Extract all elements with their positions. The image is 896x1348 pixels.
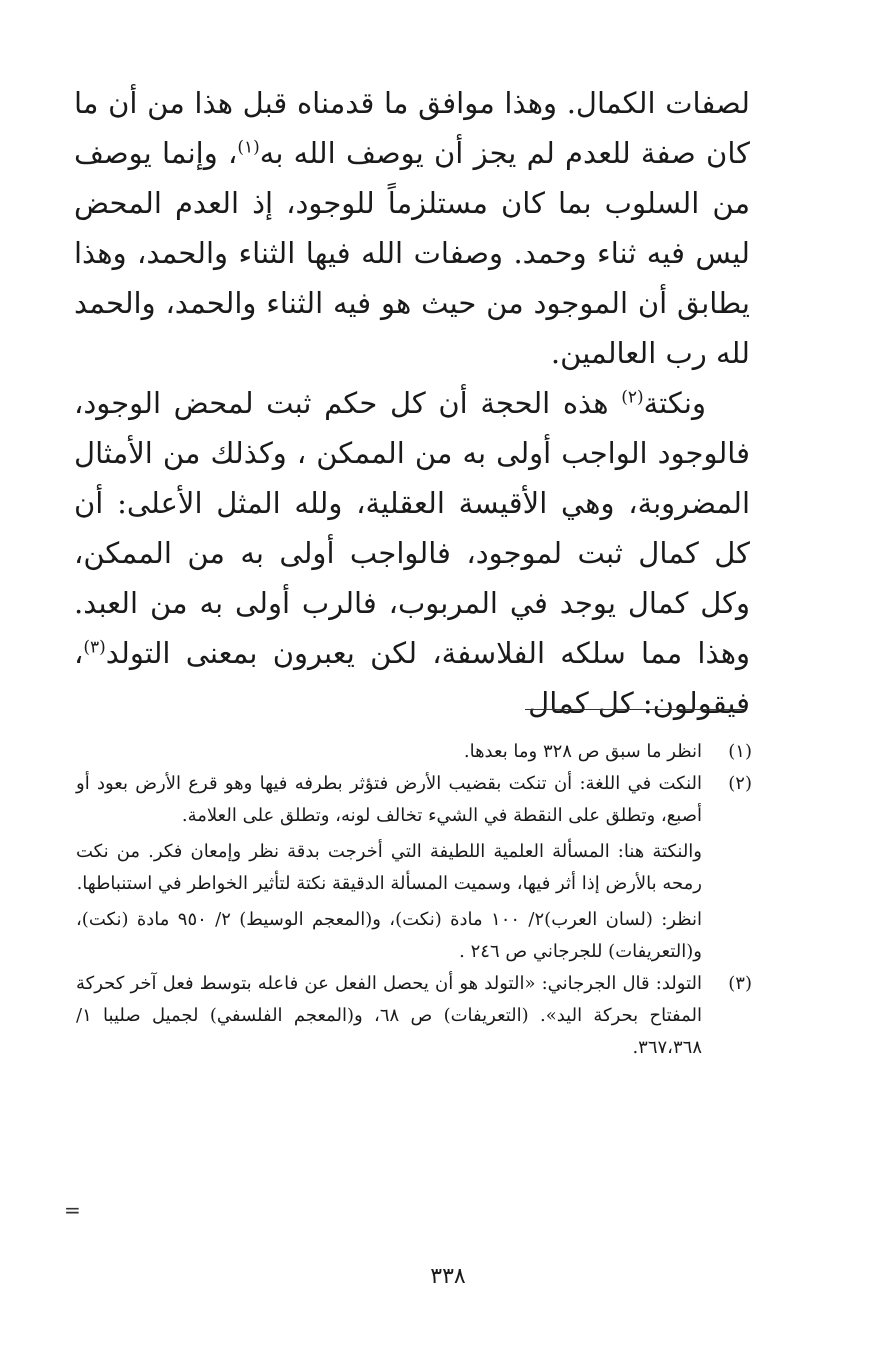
footnote-body: [76, 736, 702, 768]
footnote-1: [76, 736, 752, 768]
main-text: [74, 78, 750, 728]
continuation-mark: =: [64, 1198, 81, 1222]
footnote-text: انظر: (لسان العرب)٢/ ١٠٠ مادة (نكت)، و(المعجم الوسيط) ٢/ ٩٥٠ مادة (نكت)، و(التعريفات) للجرجاني ص ٢٤٦ .: [76, 909, 702, 962]
paragraph-1: [74, 78, 750, 378]
footnote-2: [76, 768, 752, 968]
paragraph-1-text-b: ، وإنما يوصف من السلوب بما كان مستلزماً للوجود، إذ العدم المحض ليس فيه ثناء وحمد. وصفات الله فيها الثناء والحمد، وهذا يطابق أن الموجود من حيث هو فيه الثناء والحمد، والحمد لله رب العالمين.: [74, 136, 750, 370]
footnote-separator: [525, 709, 745, 710]
footnote-body: [76, 968, 702, 1064]
footnote-ref-1: (١): [237, 137, 260, 158]
paragraph-2: [74, 378, 750, 728]
paragraph-1-text-a: لصفات الكمال. وهذا موافق ما قدمناه قبل هذا من أن ما كان صفة للعدم لم يجز أن يوصف الله به: [74, 86, 750, 170]
footnote-text: التولد: قال الجرجاني: «التولد هو أن يحصل الفعل عن فاعله بتوسط فعل آخر كحركة المفتاح بحركة اليد». (التعريفات) ص ٦٨، و(المعجم الفلسفي) لجميل صليبا ١/ ٣٦٧،٣٦٨.: [76, 973, 702, 1058]
footnote-body: [76, 768, 702, 968]
footnotes: [76, 736, 752, 1064]
page-number: ٣٣٨: [430, 1264, 466, 1289]
footnote-ref-3: (٣): [83, 637, 106, 658]
footnote-text: النكت في اللغة: أن تنكت بقضيب الأرض فتؤثر بطرفه فيها وهو قرع الأرض بعود أو أصبع، وتطلق على النقطة في الشيء تخالف لونه، وتطلق على العلامة.: [76, 773, 702, 826]
footnote-text: والنكتة هنا: المسألة العلمية اللطيفة التي أخرجت بدقة نظر وإمعان فكر. من نكت رمحه بالأرض إذا أثر فيها، وسميت المسألة الدقيقة نكتة لتأثير الخواطر في استنباطها.: [76, 841, 702, 894]
footnote-text: انظر ما سبق ص ٣٢٨ وما بعدها.: [463, 741, 702, 762]
footnote-3: [76, 968, 752, 1064]
paragraph-2-text-a: ونكتة: [643, 386, 706, 420]
footnote-number: (٣): [728, 973, 752, 994]
paragraph-2-text-b: هذه الحجة أن كل حكم ثبت لمحض الوجود، فالوجود الواجب أولى به من الممكن ، وكذلك من الأمثال المضروبة، وهي الأقيسة العقلية، ولله المثل الأعلى: أن كل كمال ثبت لموجود، فالواجب أولى به من الممكن، وكل كمال يوجد في المربوب، فالرب أولى به من العبد. وهذا مما سلكه الفلاسفة، لكن يعبرون بمعنى التولد: [74, 386, 750, 670]
footnote-number: (٢): [728, 773, 752, 794]
paragraph-2-text-c: ، فيقولون: كل كمال: [74, 636, 750, 720]
footnote-number: (١): [728, 741, 752, 762]
footnote-ref-2: (٢): [621, 387, 644, 408]
